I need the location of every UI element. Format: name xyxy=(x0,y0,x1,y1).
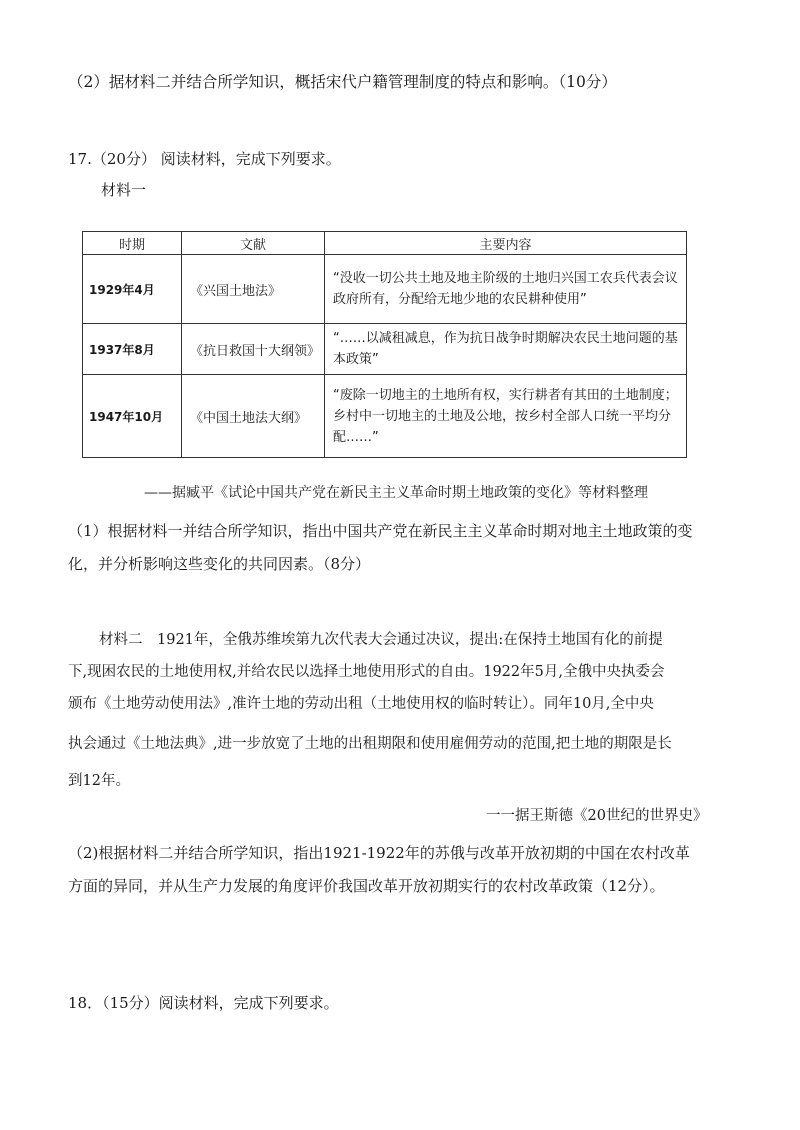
cell-period: 1929年4月 xyxy=(83,255,182,324)
cell-content: “废除一切地主的土地所有权，实行耕者有其田的土地制度；乡村中一切地主的土地及公地，按乡村全部人口统一平均分配……” xyxy=(325,375,687,458)
material2-line2: 下,现困农民的土地使用权,并给农民以选择土地使用形式的自由。1922年5月,全俄中央执委会 xyxy=(68,664,665,680)
material1-source: ——据臧平《试论中国共产党在新民主主义革命时期土地政策的变化》等材料整理 xyxy=(144,485,648,501)
table-row xyxy=(83,375,687,458)
material2-source: 一一据王斯德《20世纪的世界史》 xyxy=(486,808,708,824)
q16-part2-question: （2）据材料二并结合所学知识，概括宋代户籍管理制度的特点和影响。（10分） xyxy=(68,73,617,91)
cell-document: 《抗日救国十大纲领》 xyxy=(182,324,325,375)
cell-period: 1947年10月 xyxy=(83,375,182,458)
table-row xyxy=(83,255,687,324)
material2-line3: 颁布《土地劳动使用法》,准许土地的劳动出租（土地使用权的临时转让）。同年10月,全中央 xyxy=(68,696,654,712)
table-row xyxy=(83,324,687,375)
header-period: 时期 xyxy=(83,232,182,255)
q17-part1-line2: 化，并分析影响这些变化的共同因素。（8分） xyxy=(68,555,371,573)
material2-line4: 执会通过《土地法典》,进一步放宽了土地的出租期限和使用雇佣劳动的范围,把土地的期限是长 xyxy=(68,736,672,752)
q17-part2-line2: 方面的异同，并从生产力发展的角度评价我国改革开放初期实行的农村改革政策（12分）。 xyxy=(68,877,665,895)
cell-content: “……以减租减息，作为抗日战争时期解决农民土地问题的基本政策” xyxy=(325,324,687,375)
cell-document: 《中国土地法大纲》 xyxy=(182,375,325,458)
material1-label: 材料一 xyxy=(101,181,147,199)
cell-content: “没收一切公共土地及地主阶级的土地归兴国工农兵代表会议政府所有，分配给无地少地的农民耕种使用” xyxy=(325,255,687,324)
material2-line5: 到12年。 xyxy=(68,773,130,789)
material2-line1: 材料二 1921年，全俄苏维埃第九次代表大会通过决议，提出:在保持土地国有化的前提 xyxy=(99,632,663,648)
cell-period: 1937年8月 xyxy=(83,324,182,375)
table-header-row xyxy=(83,232,687,255)
q18-heading: 18．（15分）阅读材料，完成下列要求。 xyxy=(68,994,339,1012)
land-policy-table xyxy=(82,231,687,458)
q17-part2-line1: （2)根据材料二并结合所学知识，指出1921-1922年的苏俄与改革开放初期的中国在农村改革 xyxy=(68,844,690,862)
q17-heading: 17.（20分） 阅读材料，完成下列要求。 xyxy=(68,150,341,168)
q17-part1-line1: （1）根据材料一并结合所学知识，指出中国共产党在新民主主义革命时期对地主土地政策的变 xyxy=(68,522,693,540)
header-document: 文献 xyxy=(182,232,325,255)
cell-document: 《兴国土地法》 xyxy=(182,255,325,324)
header-content: 主要内容 xyxy=(325,232,687,255)
